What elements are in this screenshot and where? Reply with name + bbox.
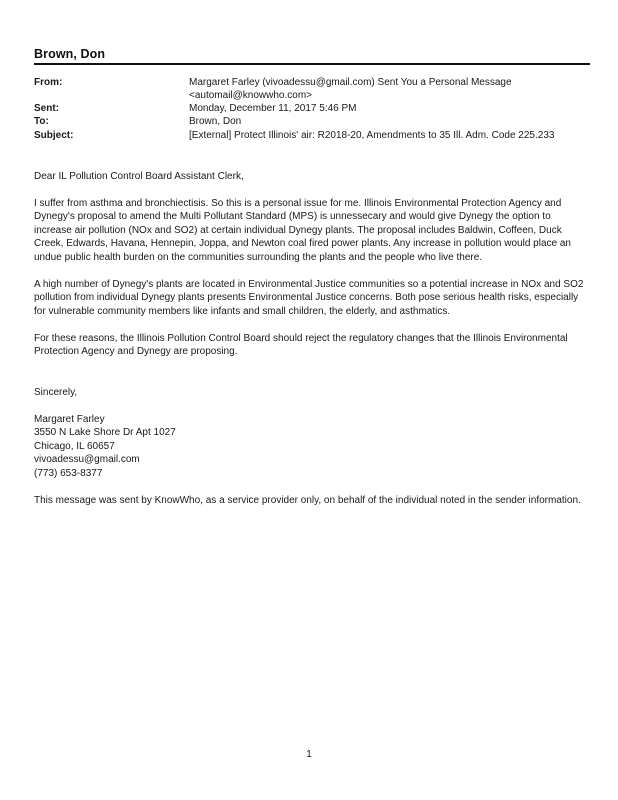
body-paragraph-2 [34,278,590,318]
from-value-line2: <automail@knowwho.com> [189,89,312,101]
paragraph-3-text: For these reasons, the Illinois Pollution Control Board should reject the regulatory changes that the Illinois Environmental Protection Agency and Dynegy are proposing. [34,333,568,358]
from-label: From: [34,77,63,88]
mailbox-owner-name: Brown, Don [34,47,106,61]
signature-email: vivoadessu@gmail.com [34,454,140,466]
body-paragraph-1 [34,197,590,264]
page-number: 1 [306,749,312,760]
signature-block [34,413,590,480]
signature-phone: (773) 653-8377 [34,467,103,479]
header-divider [34,63,590,65]
signature-city: Chicago, IL 60657 [34,440,115,452]
signature-name: Margaret Farley [34,414,105,425]
sent-label: Sent: [34,103,59,114]
from-value [189,77,589,102]
body-paragraph-3 [34,332,590,359]
closing-text: Sincerely, [34,387,78,398]
subject-label: Subject: [34,130,74,141]
service-provider-note [34,494,590,507]
closing [34,386,590,399]
paragraph-1-text: I suffer from asthma and bronchiectisis. So this is a personal issue for me. Illinois Environmental Protection Agency and Dynegy's proposal to amend the Multi Pollutant Standard (MPS) is unnessecary and would give Dynegy the option to increase air pollution (NOx and SO2) at certain individual Dynegy plants. The proposal includes Baldwin, Coffeen, Duck Creek, Edwards, Havana, Hennepin, Joppa, and Newton coal fired power plants. Any increase in pollution would place an undue public health burden on the communities surrounding the plants and the people who live there. [34,198,571,263]
footer-note-text: This message was sent by KnowWho, as a service provider only, on behalf of the individual noted in the sender information. [34,495,581,506]
from-value-line1: Margaret Farley (vivoadessu@gmail.com) Sent You a Personal Message [189,77,512,88]
salutation-text: Dear IL Pollution Control Board Assistant Clerk, [34,171,244,182]
paragraph-2-text: A high number of Dynegy's plants are located in Environmental Justice communities so a potential increase in NOx and SO2 pollution from individual Dynegy plants presents Environmental Justice concerns. Both pose serious health risks, especially for vulnerable community members like infants and small children, the elderly, and asthmatics. [34,279,584,317]
sent-value: Monday, December 11, 2017 5:46 PM [189,103,357,114]
subject-value: [External] Protect Illinois' air: R2018-20, Amendments to 35 Ill. Adm. Code 225.233 [189,130,555,141]
signature-address: 3550 N Lake Shore Dr Apt 1027 [34,427,176,439]
salutation [34,170,590,183]
to-label: To: [34,116,49,127]
to-value: Brown, Don [189,116,242,127]
